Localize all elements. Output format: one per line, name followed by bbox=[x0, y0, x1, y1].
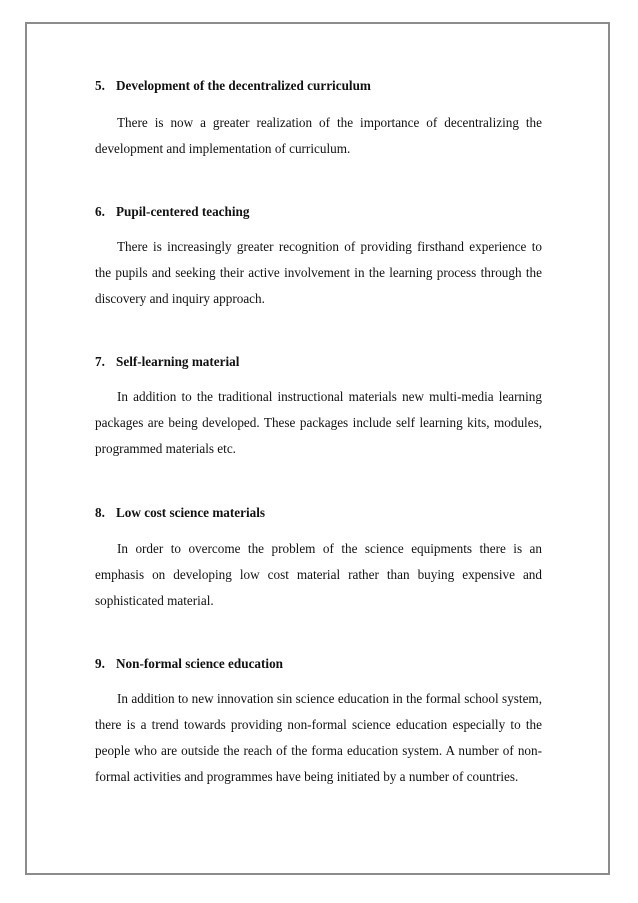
section-paragraph-7: In addition to the traditional instructional materials new multi-media learning packages are being developed. These packages include self learning kits, modules, programmed materials etc. bbox=[95, 389, 542, 456]
section-title: Low cost science materials bbox=[116, 505, 266, 520]
section-paragraph-9: In addition to new innovation sin science education in the formal school system, there is a trend towards providing non-formal science education especially to the people who are outside the reach of the forma education system. A number of non-formal activities and programmes have being initiated by a number of countries. bbox=[95, 691, 542, 784]
section-number: 9. bbox=[95, 656, 105, 671]
section-title: Pupil-centered teaching bbox=[116, 204, 250, 219]
section-number: 6. bbox=[95, 204, 105, 219]
section-heading-6 bbox=[95, 204, 249, 220]
section-title: Self-learning material bbox=[116, 354, 240, 369]
section-paragraph-8: In order to overcome the problem of the science equipments there is an emphasis on developing low cost material rather than buying expensive and sophisticated material. bbox=[95, 541, 542, 608]
section-title: Development of the decentralized curriculum bbox=[116, 78, 371, 93]
section-paragraph-6: There is increasingly greater recognition of providing firsthand experience to the pupils and seeking their active involvement in the learning process through the discovery and inquiry approach. bbox=[95, 239, 542, 306]
section-heading-8 bbox=[95, 505, 265, 521]
section-heading-9 bbox=[95, 656, 283, 672]
section-paragraph-5: There is now a greater realization of the importance of decentralizing the development and implementation of curriculum. bbox=[95, 115, 542, 156]
section-number: 7. bbox=[95, 354, 105, 369]
section-number: 5. bbox=[95, 78, 105, 93]
section-heading-7 bbox=[95, 354, 239, 370]
section-heading-5 bbox=[95, 78, 371, 94]
section-number: 8. bbox=[95, 505, 105, 520]
section-title: Non-formal science education bbox=[116, 656, 284, 671]
